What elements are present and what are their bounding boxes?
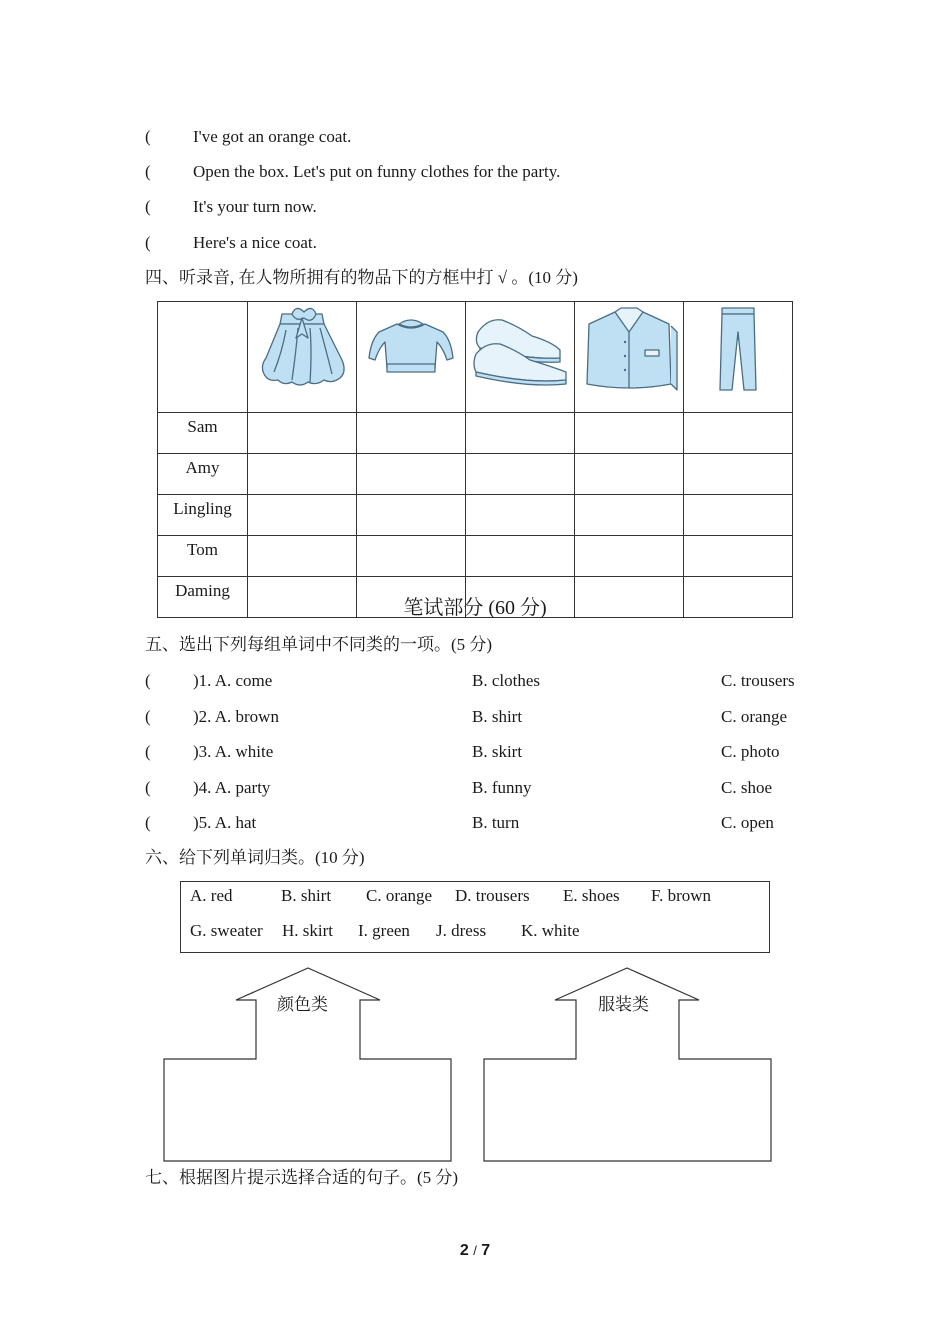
dialogue-text: I've got an orange coat. [193,127,352,146]
word-item: H. skirt [282,921,333,940]
option-c: C. shoe [721,778,772,797]
question-a: ( )3. A. white [145,742,274,761]
row-name: Lingling [158,495,248,536]
part5-title: 五、选出下列每组单词中不同类的一项。(5 分) [145,635,493,654]
answer-paren: ( [145,707,151,726]
option-c: C. photo [721,742,780,761]
category-label-colors: 颜色类 [277,995,328,1014]
part4-title: 四、听录音, 在人物所拥有的物品下的方框中打 √ 。(10 分) [145,268,578,287]
word-item: C. orange [366,886,433,905]
question-a: ( )1. A. come [145,671,273,690]
word-item: K. white [521,921,580,940]
row-name: Amy [158,454,248,495]
question-a: ( )4. A. party [145,778,271,797]
part6-title: 六、给下列单词归类。(10 分) [145,848,365,867]
option-b: B. clothes [472,671,540,690]
dialogue-text: Open the box. Let's put on funny clothes for the party. [193,162,561,181]
word-item: J. dress [436,921,487,940]
answer-paren: ( [145,162,151,181]
word-item: A. red [190,886,233,905]
part7-title: 七、根据图片提示选择合适的句子。(5 分) [145,1168,459,1187]
option-c: C. trousers [721,671,795,690]
answer-paren: ( [145,778,151,797]
written-section-title: 笔试部分 (60 分) [403,597,547,619]
word-item: E. shoes [563,886,620,905]
row-name: Daming [158,577,248,618]
word-item: G. sweater [190,921,263,940]
row-name: Tom [158,536,248,577]
question-a: ( )2. A. brown [145,707,279,726]
dialogue-text: It's your turn now. [193,197,317,216]
answer-paren: ( [145,197,151,216]
question-a: ( )5. A. hat [145,813,257,832]
word-item: B. shirt [281,886,332,905]
option-b: B. funny [472,778,532,797]
row-name: Sam [158,413,248,454]
dialogue-text: Here's a nice coat. [193,233,317,252]
word-item: F. brown [651,886,712,905]
answer-paren: ( [145,742,151,761]
option-b: B. turn [472,813,520,832]
option-c: C. orange [721,707,788,726]
option-b: B. shirt [472,707,523,726]
answer-paren: ( [145,813,151,832]
page-number: 2 / 7 [459,1242,491,1259]
option-c: C. open [721,813,774,832]
answer-paren: ( [145,671,151,690]
option-b: B. skirt [472,742,523,761]
category-label-clothing: 服装类 [598,995,649,1014]
answer-paren: ( [145,233,151,252]
answer-paren: ( [145,127,151,146]
word-item: D. trousers [455,886,530,905]
word-item: I. green [358,921,410,940]
